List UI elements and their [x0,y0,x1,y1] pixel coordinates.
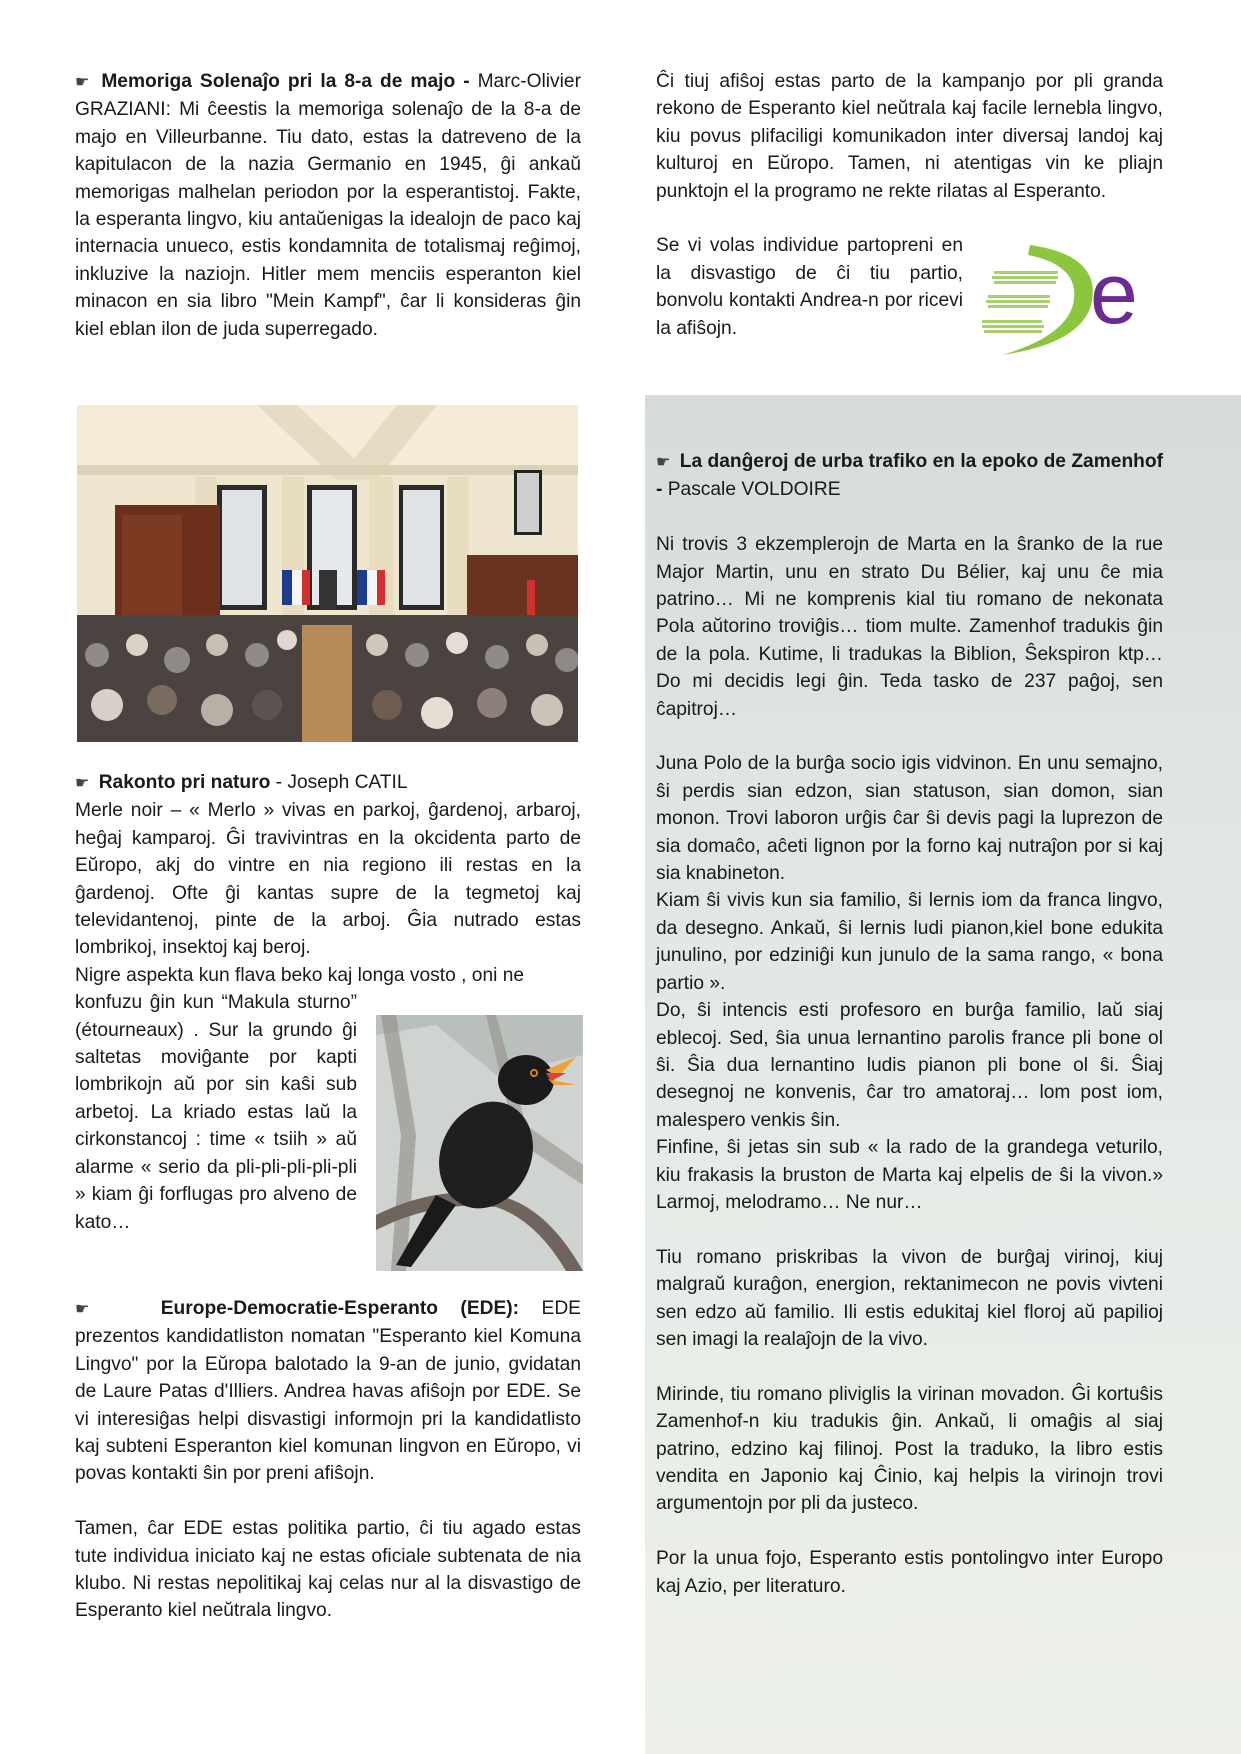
article-dangeroj [656,448,1163,1600]
article-paragraph: Ni trovis 3 ekzemplerojn de Marta en la ŝranko de la rue Major Martin, unu en strato Du Bélier, kaj unu ĉe mia patrino… Mi ne komprenis kial tiu romano de nekonata Pola aŭtorino troviĝis… tiom multe. Zamenhof tradukis ĝin de la pola. Kutime, li tradukas la Biblion, Ŝekspiron ktp… Do mi decidis legi ĝin. Teda tasko de 237 paĝoj, sen ĉapitroj… [656,534,1163,720]
article-ede [75,1295,581,1625]
article-memoriga [75,68,581,343]
article-paragraph: Tiu romano priskribas la vivon de burĝaj virinoj, kiuj malgraŭ kuraĝon, energion, rektanimecon ne povis vivteni sen edzo aŭ familio. Ili estis edukitaj kiel floroj aŭ papilioj sen imagi la realaĵojn de la vivo. [656,1246,1163,1350]
article-paragraph: Juna Polo de la burĝa socio igis vidvinon. En unu semajno, ŝi perdis sian edzon, sian statuson, sian domon, sian monon. Trovi laboron urĝis ĉar ŝi devis pagi la luprezon de sia domaĉo, aĉeti lignon por la forno kaj nutraĵon por si kaj sia knabineton. [656,753,1163,885]
article-paragraph: Tamen, ĉar EDE estas politika partio, ĉi tiu agado estas tute individua iniciato kaj ne estas oficiale subtenata de nia klubo. Ni restas nepolitikaj kaj celas nur al la disvastigo de Esperanto kiel neŭtrala lingvo. [75,1518,581,1622]
article-paragraph: Ĉi tiuj afiŝoj estas parto de la kampanjo por pli granda rekono de Esperanto kiel neŭtrala kaj facile lernebla lingvo, kiu povus plifaciligi komunikadon inter diversaj landoj kaj kulturoj en Eŭropo. Tamen, ni atentigas vin ke pliajn punktojn el la programo ne rekte rilatas al Esperanto. [656,71,1163,202]
article-paragraph: Kiam ŝi vivis kun sia familio, ŝi lernis iom da franca lingvo, da desegno. Ankaŭ, ŝi lernis ludi pianon,kiel bone edukita junulino, por edziniĝi kun junulo de la sama rango, « bona partio ». [656,890,1163,994]
ceremony-photo [77,405,578,742]
ede-logo [982,243,1168,355]
blackbird-photo [376,1015,583,1271]
ede-logo-icon [982,243,1168,355]
article-title: Europe-Democratie-Esperanto (EDE): [160,1298,520,1319]
svg-text:e: e [1090,246,1138,342]
pointing-hand-icon: ☛ [75,74,90,91]
article-author: Pascale VOLDOIRE [667,479,841,501]
blackbird-photo-image [376,1015,583,1271]
article-title: Memoriga Solenaĵo pri la 8-a de majo - [101,71,470,92]
article-author: - Joseph CATIL [275,772,408,793]
article-body: Mi ĉeestis la memoriga solenaĵo de la 8-a de majo en Villeurbanne. Tiu dato, estas la datreveno de la kapitulacon de la nazia Germanio en 1945, ĝi ankaŭ memorigas malhelan periodon por la esperantistoj. Fakte, la esperanta lingvo, kiu antaŭenigas la idealojn de paco kaj internacia unueco, estis kondamnita de totalismaj reĝimoj, inkluzive la naziojn. Hitler mem menciis esperanton kiel minacon en sia libro "Mein Kampf", ĉar li konsideras ĝin kiel eblan ilon de juda superregado. [75,99,581,340]
pointing-hand-icon: ☛ [75,1301,90,1318]
ceremony-photo-image [77,405,578,742]
pointing-hand-icon: ☛ [656,454,671,471]
article-paragraph: konfuzu ĝin kun “Makula sturno” (étourneaux) . Sur la grundo ĝi saltetas moviĝante por kapti lombrikojn aŭ por sin kaŝi sub arbetoj. La kriado estas laŭ la cirkonstancoj : time « tsiih » aŭ alarme « serio da pli-pli-pli-pli-pli » kiam ĝi forflugas pro alveno de kato… [75,992,357,1233]
article-paragraph: Merle noir – « Merlo » vivas en parkoj, ĝardenoj, arbaroj, heĝaj kamparoj. Ĝi travivintras en la okcidenta parto de Eŭropo, akj do vintre en nia regiono ili restas en la ĝardenoj. Ofte ĝi kantas supre de la tegmetoj kaj televidantenoj, pinte de la arboj. Ĝia nutrado estas lombrikoj, insektoj kaj beroj. [75,800,581,959]
article-paragraph: EDE prezentos kandidatliston nomatan "Esperanto kiel Komuna Lingvo" por la Eŭropa balotado la 9-an de junio, gvidatan de Laure Patas d'Illiers. Andrea havas afiŝojn por EDE. Se vi interesiĝas helpi disvastigi informojn pri la kandidatlisto kaj subteni Esperanton kiel komunan lingvon en Eŭropo, vi povas kontakti ŝin por preni afiŝojn. [75,1298,581,1485]
article-paragraph: Finfine, ŝi jetas sin sub « la rado de la grandega veturilo, kiu frakasis la bruston de Marta kaj elpelis de ŝi la vivon.» Larmoj, melodramo… Ne nur… [656,1137,1163,1213]
pointing-hand-icon: ☛ [75,775,90,792]
article-paragraph: Se vi volas individue partopreni en la disvastigo de ĉi tiu partio, bonvolu kontakti Andrea-n por ricevi la afiŝojn. [656,235,963,339]
article-author: Marc-Olivier GRAZIANI: [75,71,581,121]
article-paragraph: Nigre aspekta kun flava beko kaj longa vosto , oni ne [75,964,525,986]
article-paragraph: Mirinde, tiu romano pliviglis la virinan movadon. Ĝi kortuŝis Zamenhof-n kiu tradukis ĝin. Ankaŭ, li omaĝis al siaj patrino, edzino kaj filinoj. Post la traduko, la libro estis vendita en Japonio kaj Ĉinio, kaj helpis la virinojn trovi argumentojn por pli da justeco. [656,1383,1163,1515]
article-paragraph: Do, ŝi intencis esti profesoro en burĝa familio, laŭ siaj eblecoj. Sed, ŝia unua lernantino parolis france pli bone ol ŝi. Ŝia dua lernantino ludis pianon pli bone ol ŝi. Ŝiaj desegnoj ne konvenis, ĉar tro amatoraj… lom post iom, malespero venkis ŝin. [656,1000,1163,1131]
article-title: La danĝeroj de urba trafiko en la epoko de Zamenhof - [656,451,1163,501]
article-paragraph: Por la unua fojo, Esperanto estis pontolingvo inter Europo kaj Azio, per literaturo. [656,1548,1163,1597]
article-title: Rakonto pri naturo [98,772,271,793]
